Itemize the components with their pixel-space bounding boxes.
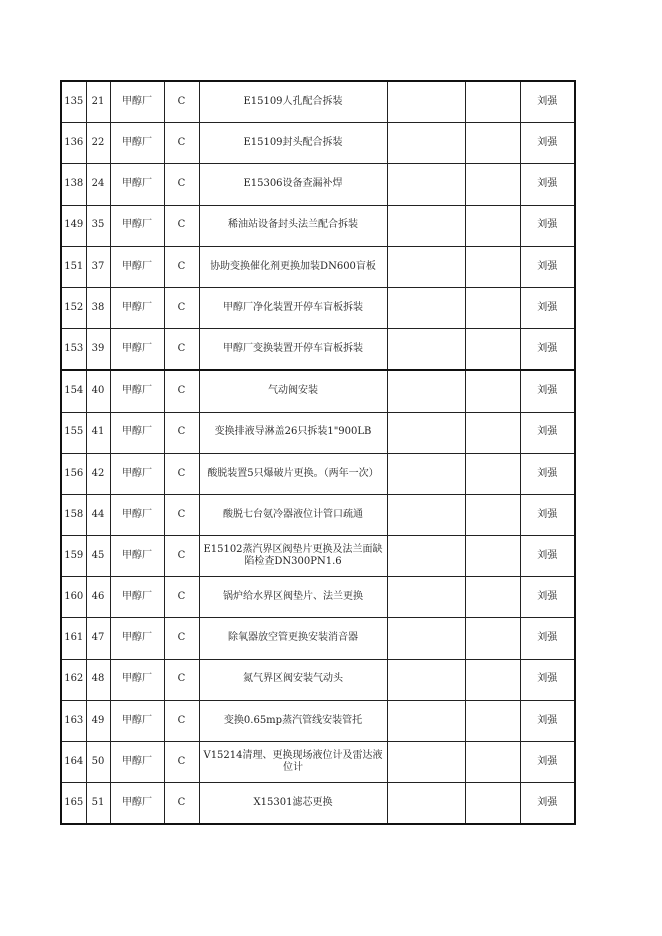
- item-number-cell: 48: [86, 659, 110, 700]
- grade-cell: C: [164, 81, 199, 123]
- unit-cell: 甲醇厂: [110, 246, 164, 287]
- description-cell: X15301滤芯更换: [199, 783, 387, 825]
- blank-cell-2: [465, 246, 520, 287]
- table-row: [61, 700, 575, 741]
- blank-cell-2: [465, 123, 520, 164]
- grade-cell: C: [164, 287, 199, 328]
- owner-cell: 刘强: [520, 659, 575, 700]
- table-row: [61, 453, 575, 494]
- blank-cell-1: [387, 494, 465, 535]
- grade-cell: C: [164, 412, 199, 453]
- unit-cell: 甲醇厂: [110, 494, 164, 535]
- blank-cell-2: [465, 287, 520, 328]
- owner-cell: 刘强: [520, 742, 575, 783]
- unit-cell: 甲醇厂: [110, 81, 164, 123]
- description-cell: 稀油站设备封头法兰配合拆装: [199, 205, 387, 246]
- blank-cell-1: [387, 123, 465, 164]
- item-number-cell: 41: [86, 412, 110, 453]
- table-row: [61, 81, 575, 123]
- blank-cell-2: [465, 742, 520, 783]
- description-cell: 气动阀安装: [199, 370, 387, 412]
- sequence-cell: 163: [61, 700, 86, 741]
- grade-cell: C: [164, 494, 199, 535]
- work-order-table: [60, 80, 576, 825]
- table-row: [61, 618, 575, 659]
- sequence-cell: 138: [61, 164, 86, 205]
- blank-cell-1: [387, 164, 465, 205]
- blank-cell-2: [465, 494, 520, 535]
- blank-cell-1: [387, 742, 465, 783]
- unit-cell: 甲醇厂: [110, 618, 164, 659]
- grade-cell: C: [164, 246, 199, 287]
- owner-cell: 刘强: [520, 700, 575, 741]
- blank-cell-2: [465, 659, 520, 700]
- item-number-cell: 22: [86, 123, 110, 164]
- blank-cell-1: [387, 659, 465, 700]
- item-number-cell: 24: [86, 164, 110, 205]
- description-cell: E15102蒸汽界区阀垫片更换及法兰面缺陷检查DN300PN1.6: [199, 536, 387, 577]
- sequence-cell: 160: [61, 577, 86, 618]
- owner-cell: 刘强: [520, 329, 575, 371]
- blank-cell-2: [465, 205, 520, 246]
- owner-cell: 刘强: [520, 453, 575, 494]
- owner-cell: 刘强: [520, 536, 575, 577]
- sequence-cell: 135: [61, 81, 86, 123]
- table-row: [61, 123, 575, 164]
- unit-cell: 甲醇厂: [110, 164, 164, 205]
- table-row: [61, 246, 575, 287]
- table-row: [61, 329, 575, 371]
- sequence-cell: 136: [61, 123, 86, 164]
- owner-cell: 刘强: [520, 577, 575, 618]
- grade-cell: C: [164, 164, 199, 205]
- table-row: [61, 742, 575, 783]
- table-row: [61, 577, 575, 618]
- sequence-cell: 151: [61, 246, 86, 287]
- blank-cell-1: [387, 329, 465, 371]
- grade-cell: C: [164, 742, 199, 783]
- description-cell: 甲醇厂净化装置开停车盲板拆装: [199, 287, 387, 328]
- blank-cell-1: [387, 246, 465, 287]
- grade-cell: C: [164, 659, 199, 700]
- owner-cell: 刘强: [520, 164, 575, 205]
- unit-cell: 甲醇厂: [110, 412, 164, 453]
- item-number-cell: 45: [86, 536, 110, 577]
- item-number-cell: 37: [86, 246, 110, 287]
- owner-cell: 刘强: [520, 205, 575, 246]
- item-number-cell: 42: [86, 453, 110, 494]
- description-cell: 除氧器放空管更换安装消音器: [199, 618, 387, 659]
- blank-cell-1: [387, 370, 465, 412]
- blank-cell-2: [465, 370, 520, 412]
- table-row: [61, 164, 575, 205]
- table-row: [61, 205, 575, 246]
- sequence-cell: 152: [61, 287, 86, 328]
- owner-cell: 刘强: [520, 370, 575, 412]
- description-cell: V15214清理、更换现场液位计及雷达液位计: [199, 742, 387, 783]
- unit-cell: 甲醇厂: [110, 329, 164, 371]
- blank-cell-1: [387, 205, 465, 246]
- grade-cell: C: [164, 700, 199, 741]
- unit-cell: 甲醇厂: [110, 536, 164, 577]
- unit-cell: 甲醇厂: [110, 453, 164, 494]
- table-row: [61, 370, 575, 412]
- sequence-cell: 153: [61, 329, 86, 371]
- description-cell: 氮气界区阀安装气动头: [199, 659, 387, 700]
- owner-cell: 刘强: [520, 618, 575, 659]
- sequence-cell: 161: [61, 618, 86, 659]
- description-cell: 甲醇厂变换装置开停车盲板拆装: [199, 329, 387, 371]
- blank-cell-1: [387, 287, 465, 328]
- item-number-cell: 50: [86, 742, 110, 783]
- item-number-cell: 40: [86, 370, 110, 412]
- owner-cell: 刘强: [520, 123, 575, 164]
- blank-cell-1: [387, 412, 465, 453]
- grade-cell: C: [164, 783, 199, 825]
- unit-cell: 甲醇厂: [110, 742, 164, 783]
- description-cell: 变换排液导淋盖26只拆装1"900LB: [199, 412, 387, 453]
- table-row: [61, 659, 575, 700]
- blank-cell-2: [465, 783, 520, 825]
- grade-cell: C: [164, 453, 199, 494]
- owner-cell: 刘强: [520, 287, 575, 328]
- unit-cell: 甲醇厂: [110, 370, 164, 412]
- grade-cell: C: [164, 123, 199, 164]
- unit-cell: 甲醇厂: [110, 577, 164, 618]
- unit-cell: 甲醇厂: [110, 783, 164, 825]
- table-row: [61, 287, 575, 328]
- owner-cell: 刘强: [520, 494, 575, 535]
- unit-cell: 甲醇厂: [110, 700, 164, 741]
- item-number-cell: 35: [86, 205, 110, 246]
- item-number-cell: 46: [86, 577, 110, 618]
- item-number-cell: 38: [86, 287, 110, 328]
- sequence-cell: 154: [61, 370, 86, 412]
- description-cell: 变换0.65mp蒸汽管线安装管托: [199, 700, 387, 741]
- sequence-cell: 159: [61, 536, 86, 577]
- description-cell: 酸脱装置5只爆破片更换。（两年一次）: [199, 453, 387, 494]
- unit-cell: 甲醇厂: [110, 205, 164, 246]
- item-number-cell: 44: [86, 494, 110, 535]
- table-body: [61, 81, 575, 824]
- table-row: [61, 536, 575, 577]
- unit-cell: 甲醇厂: [110, 659, 164, 700]
- grade-cell: C: [164, 577, 199, 618]
- grade-cell: C: [164, 536, 199, 577]
- item-number-cell: 49: [86, 700, 110, 741]
- blank-cell-2: [465, 81, 520, 123]
- blank-cell-2: [465, 453, 520, 494]
- sequence-cell: 158: [61, 494, 86, 535]
- table-row: [61, 412, 575, 453]
- blank-cell-1: [387, 536, 465, 577]
- table-row: [61, 494, 575, 535]
- blank-cell-1: [387, 577, 465, 618]
- item-number-cell: 21: [86, 81, 110, 123]
- blank-cell-1: [387, 783, 465, 825]
- blank-cell-1: [387, 81, 465, 123]
- description-cell: 酸脱七台氨冷器液位计管口疏通: [199, 494, 387, 535]
- blank-cell-2: [465, 164, 520, 205]
- description-cell: 锅炉给水界区阀垫片、法兰更换: [199, 577, 387, 618]
- blank-cell-2: [465, 618, 520, 659]
- unit-cell: 甲醇厂: [110, 287, 164, 328]
- sequence-cell: 149: [61, 205, 86, 246]
- owner-cell: 刘强: [520, 783, 575, 825]
- sequence-cell: 155: [61, 412, 86, 453]
- description-cell: 协助变换催化剂更换加装DN600盲板: [199, 246, 387, 287]
- description-cell: E15306设备查漏补焊: [199, 164, 387, 205]
- description-cell: E15109封头配合拆装: [199, 123, 387, 164]
- blank-cell-2: [465, 700, 520, 741]
- sequence-cell: 156: [61, 453, 86, 494]
- blank-cell-2: [465, 329, 520, 371]
- grade-cell: C: [164, 329, 199, 371]
- grade-cell: C: [164, 370, 199, 412]
- sequence-cell: 164: [61, 742, 86, 783]
- item-number-cell: 51: [86, 783, 110, 825]
- blank-cell-2: [465, 412, 520, 453]
- blank-cell-2: [465, 536, 520, 577]
- blank-cell-1: [387, 453, 465, 494]
- blank-cell-2: [465, 577, 520, 618]
- item-number-cell: 47: [86, 618, 110, 659]
- grade-cell: C: [164, 618, 199, 659]
- description-cell: E15109人孔配合拆装: [199, 81, 387, 123]
- owner-cell: 刘强: [520, 412, 575, 453]
- grade-cell: C: [164, 205, 199, 246]
- blank-cell-1: [387, 618, 465, 659]
- sequence-cell: 165: [61, 783, 86, 825]
- table-row: [61, 783, 575, 825]
- owner-cell: 刘强: [520, 81, 575, 123]
- unit-cell: 甲醇厂: [110, 123, 164, 164]
- blank-cell-1: [387, 700, 465, 741]
- item-number-cell: 39: [86, 329, 110, 371]
- owner-cell: 刘强: [520, 246, 575, 287]
- sequence-cell: 162: [61, 659, 86, 700]
